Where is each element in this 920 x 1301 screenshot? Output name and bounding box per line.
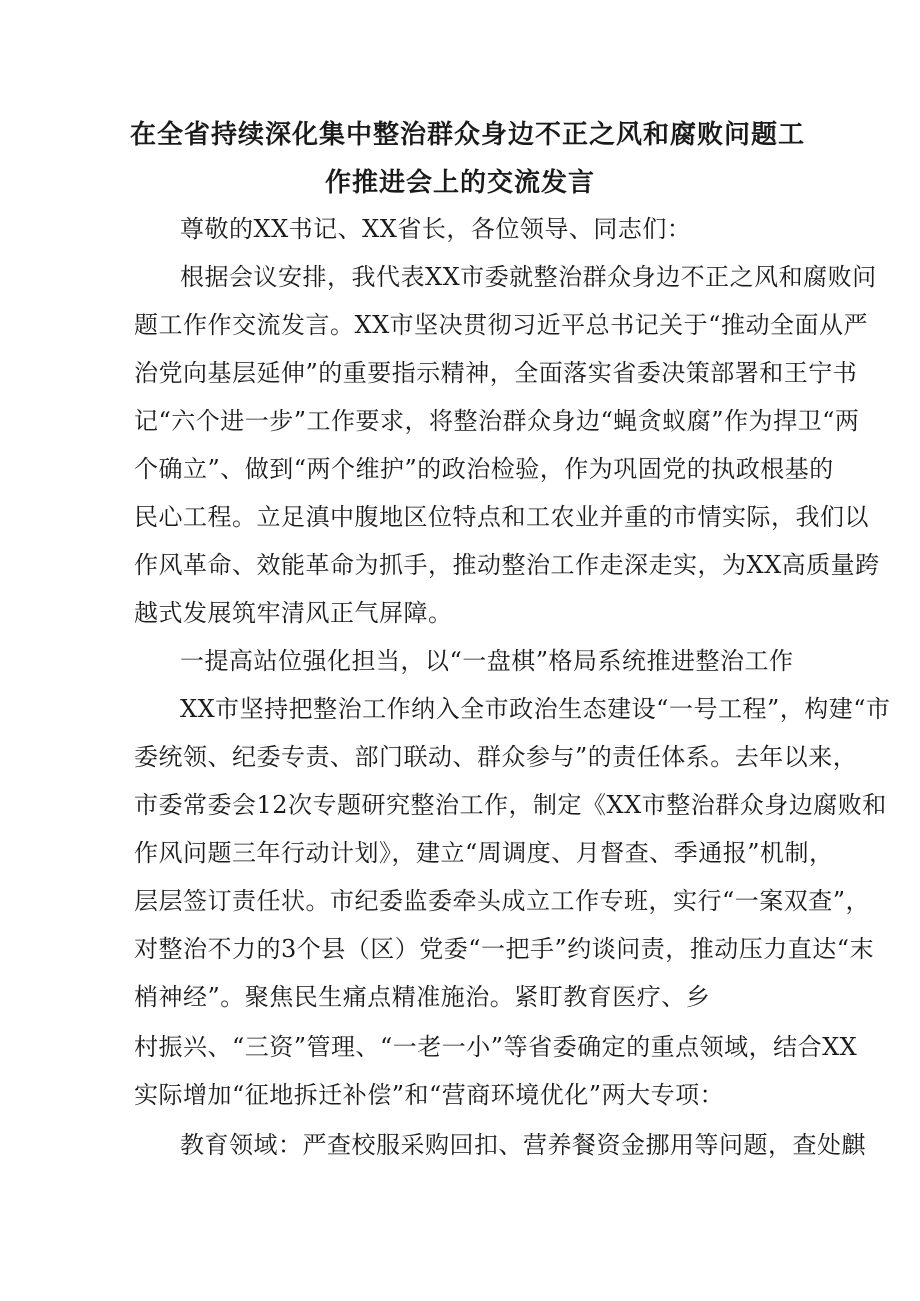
body-line: 题工作作交流发言。XX市坚决贯彻习近平总书记关于“推动全面从严	[134, 311, 868, 339]
body-line: 记“六个进一步”工作要求，将整治群众身边“蝇贪蚁腐”作为捍卫“两	[134, 407, 860, 435]
body-line: 越式发展筑牢清风正气屏障。	[134, 599, 453, 627]
body-line: 治党向基层延伸”的重要指示精神，全面落实省委决策部署和王宁书	[134, 359, 858, 387]
body-line: 作风问题三年行动计划》，建立“周调度、月督查、季通报”机制，	[134, 839, 834, 867]
body-line: 民心工程。立足滇中腹地区位特点和工农业并重的市情实际，我们以	[134, 503, 869, 531]
body-line: 委统领、纪委专责、部门联动、群众参与”的责任体系。去年以来，	[134, 743, 858, 771]
body-line: 村振兴、“三资”管理、“一老一小”等省委确定的重点领域，结合XX	[134, 1033, 858, 1061]
body-line: XX市坚持把整治工作纳入全市政治生态建设“一号工程”，构建“市	[180, 695, 891, 723]
body-line: 梢神经”。聚焦民生痛点精准施治。紧盯教育医疗、乡	[134, 983, 711, 1011]
document-title-line-1: 在全省持续深化集中整治群众身边不正之风和腐败问题工	[130, 120, 806, 150]
body-line: 市委常委会12次专题研究整治工作，制定《XX市整治群众身边腐败和	[134, 791, 887, 819]
section-heading: 一提高站位强化担当，以“一盘棋”格局系统推进整治工作	[180, 647, 794, 675]
body-line: 实际增加“征地拆迁补偿”和“营商环境优化”两大专项：	[134, 1081, 725, 1109]
body-line: 个确立”、做到“两个维护”的政治检验，作为巩固党的执政根基的	[134, 455, 834, 483]
body-line: 层层签订责任状。市纪委监委牵头成立工作专班，实行“一案双查”，	[134, 887, 871, 915]
body-line: 根据会议安排，我代表XX市委就整治群众身边不正之风和腐败问	[180, 263, 877, 291]
body-line: 作风革命、效能革命为抓手，推动整治工作走深走实，为XX高质量跨	[134, 551, 880, 579]
salutation: 尊敬的XX书记、XX省长，各位领导、同志们：	[180, 215, 692, 243]
body-line: 教育领域：严查校服采购回扣、营养餐资金挪用等问题，查处麒	[180, 1131, 866, 1159]
document-title-line-2: 作推进会上的交流发言	[324, 168, 595, 198]
body-line: 对整治不力的3个县（区）党委“一把手”约谈问责，推动压力直达“末	[134, 935, 875, 963]
